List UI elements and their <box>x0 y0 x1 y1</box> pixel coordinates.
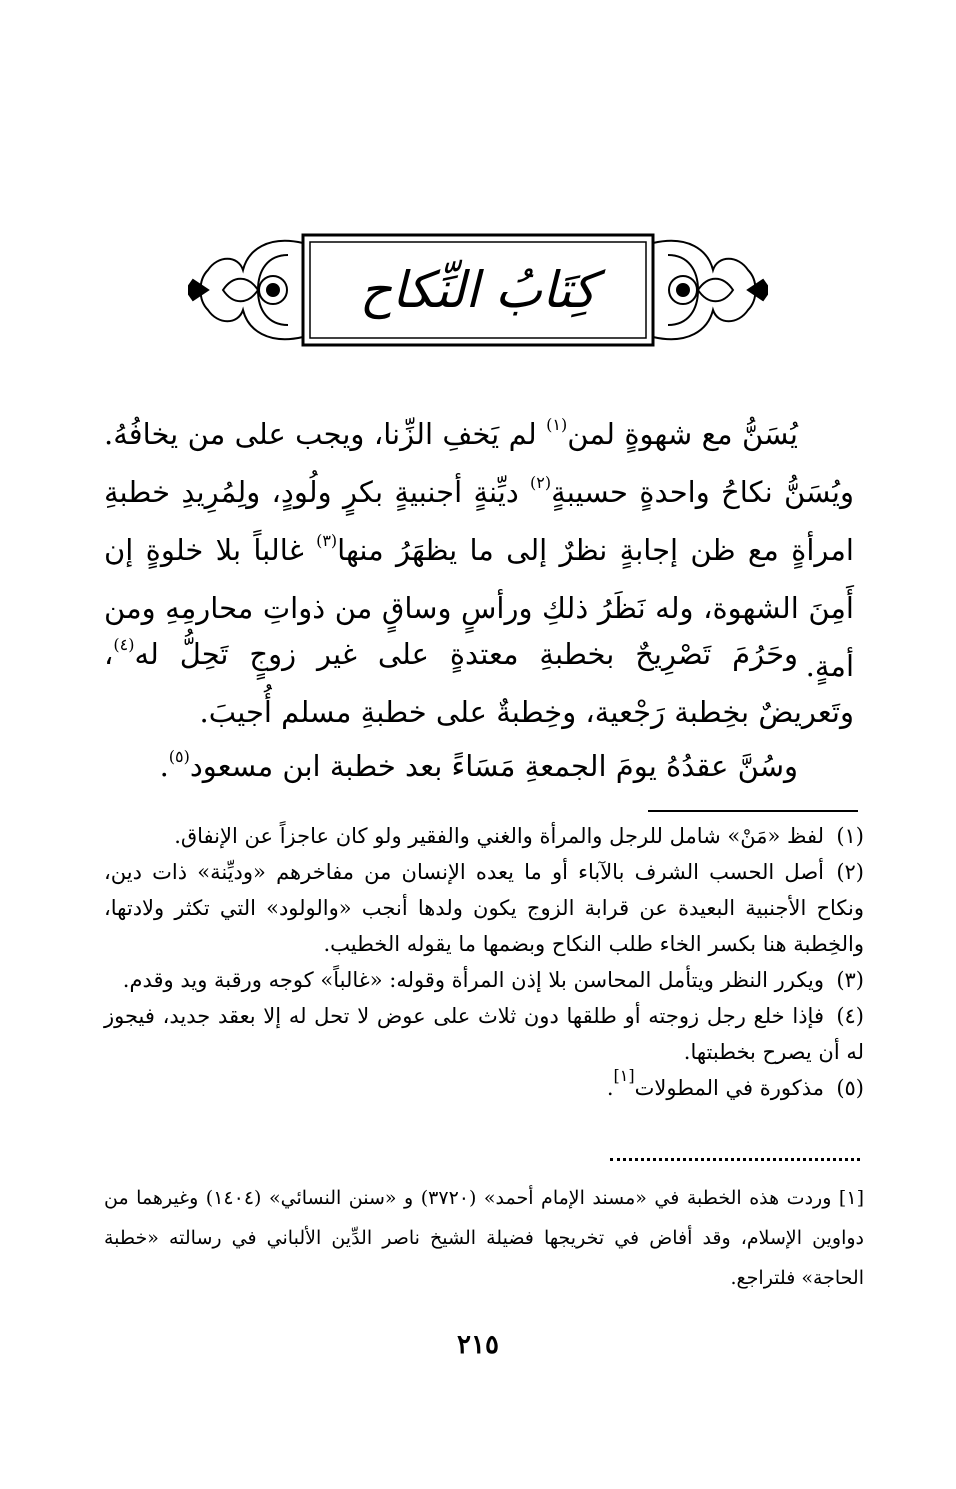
footnote-text: ويكرر النظر ويتأمل المحاسن بلا إذن المرأة وقوله: «غالباً» كوجه ورقبة ويد وقدم. <box>122 968 824 992</box>
p1-text-d: ديِّنةٍ أجنبيةٍ بكرٍ ولُودٍ، ولِمُرِيدِ خطبةِ امرأةٍ مع ظن إجابةٍ نظرٌ إلى ما يظهَرُ منها <box>104 475 854 567</box>
footnote-number: (١) <box>836 824 864 848</box>
footnote-3 <box>104 962 864 998</box>
editor-note-text: وردت هذه الخطبة في «مسند الإمام أحمد» (٣٧٢٠) و «سنن النسائي» (١٤٠٤) وغيرهما من دواوين الإسلام، وقد أفاض في تخريجها فضيلة الشيخ ناصر الدِّين الألباني في رسالته «خطبة الحاجة» فلتراجع. <box>104 1187 864 1289</box>
footnote-text: أصل الحسب الشرف بالآباء أو ما يعده الإنسان من مفاخرهم «وديِّنة» ذات دين، ونكاح الأجنبية البعيدة عن قرابة الزوج يكون ولدها أنجب «والولود» التي تكثر ولادتها، والخِطبة هنا بكسر الخاء طلب النكاح وبضمها ما يقوله الخطيب. <box>104 860 864 956</box>
footnote-4 <box>104 998 864 1070</box>
editor-note-number: [١] <box>838 1187 864 1209</box>
footnote-1 <box>104 818 864 854</box>
editor-note-separator <box>610 1158 860 1161</box>
footnote-ref-5[interactable]: (٥) <box>168 747 190 766</box>
p1-text-c: ويُسَنُّ نكاحُ واحدةٍ حسيبةٍ <box>551 475 854 509</box>
footnote-ref-3[interactable]: (٣) <box>316 531 338 550</box>
footnote-number: (٢) <box>836 860 864 884</box>
page-number: ٢١٥ <box>457 1330 499 1360</box>
p2-text-b: ، وتَعريضٌ بخِطبة رَجْعية، وخِطبةٌ على خطبةِ مسلم أُجيبَ. <box>104 637 854 729</box>
chapter-title: كِتَابُ النِّكاح <box>359 261 597 319</box>
footnote-ref-2[interactable]: (٢) <box>530 473 552 492</box>
chapter-title-frame <box>188 225 768 355</box>
footnote-text: مذكورة في المطولات <box>634 1076 824 1100</box>
p1-text-a: يُسَنُّ مع شهوةٍ لمن <box>567 417 798 451</box>
footnote-text: لفظ «مَنْ» شامل للرجل والمرأة والغني والفقير ولو كان عاجزاً عن الإنفاق. <box>174 824 824 848</box>
editor-note-ref[interactable]: [١] <box>613 1066 635 1085</box>
footnote-end: . <box>606 1076 614 1100</box>
footnote-text: فإذا خلع رجل زوجته أو طلقها دون ثلاث على عوض لا تحل له إلا بعقد جديد، فيجوز له أن يصرح بخطبتها. <box>104 1004 864 1064</box>
footnote-ref-4[interactable]: (٤) <box>113 635 135 654</box>
p1-text-b: لم يَخفِ الزِّنا، ويجب على من يخافُهُ. <box>104 417 547 451</box>
p2-text-a: وحَرُمَ تَصْرِيحٌ بخطبةِ معتدةٍ على غير زوجٍ تَحِلُّ له <box>134 637 798 671</box>
p3-text-a: وسُنَّ عقدُهُ يومَ الجمعةِ مَسَاءً بعد خطبة ابن مسعود <box>189 749 798 783</box>
footnote-ref-1[interactable]: (١) <box>546 415 568 434</box>
footnote-number: (٤) <box>836 1004 864 1028</box>
footnote-5 <box>104 1066 864 1106</box>
editor-note <box>104 1178 864 1298</box>
footnote-separator <box>648 810 858 812</box>
main-paragraph-3 <box>104 737 854 795</box>
footnote-number: (٥) <box>836 1076 864 1100</box>
footnote-2 <box>104 854 864 962</box>
p3-text-b: . <box>159 749 169 783</box>
footnotes <box>104 818 864 1106</box>
p1-text-e: غالباً بلا خلوةٍ إن أَمِنَ الشهوة، وله نَظَرُ ذلكِ ورأسٍ وساقٍ من ذواتِ محارمِهِ ومن أمةٍ. <box>104 533 854 683</box>
main-paragraph-2 <box>104 625 854 741</box>
footnote-number: (٣) <box>836 968 864 992</box>
